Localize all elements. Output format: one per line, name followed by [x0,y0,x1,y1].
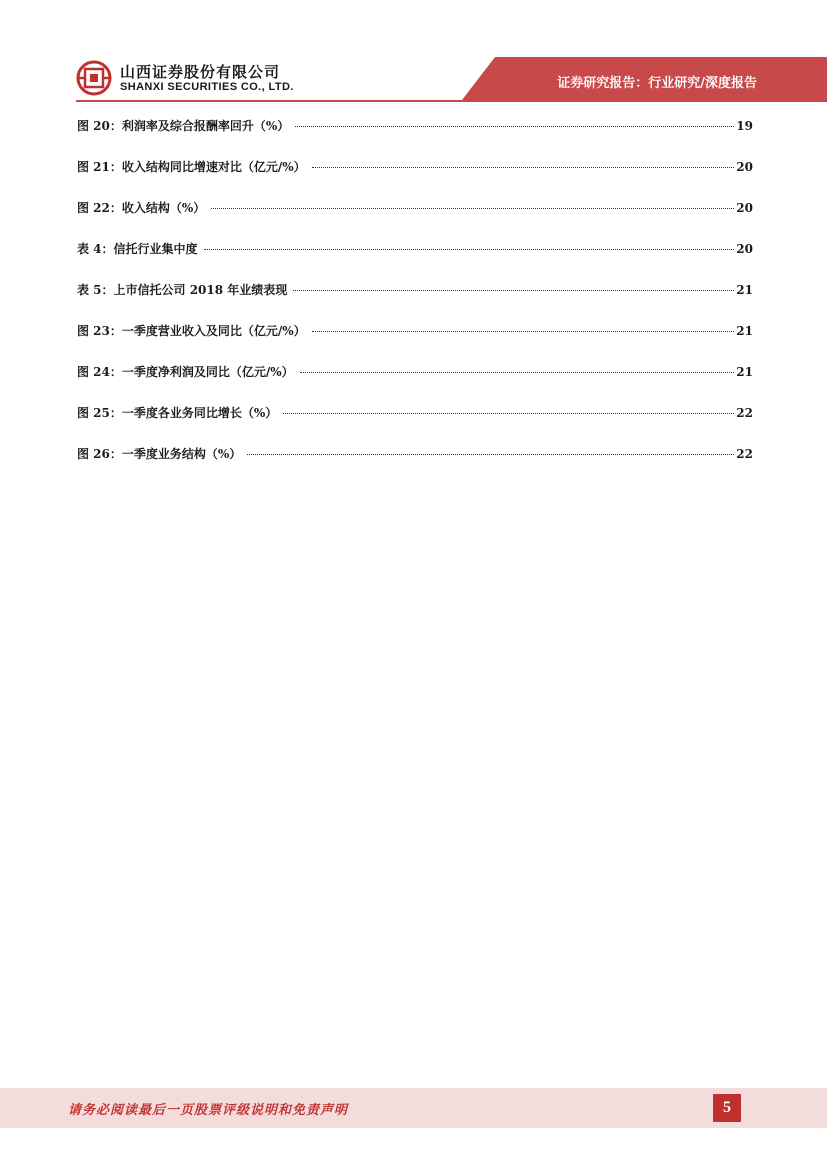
toc-entry-label: 表 5：上市信托公司 2018 年业绩表现 [77,283,288,297]
toc-entry[interactable] [77,281,753,301]
toc-entry-label: 图 26：一季度业务结构（%） [77,447,242,461]
toc-entry-page: 19 [736,119,753,133]
toc-entry-page: 22 [736,447,753,461]
toc-entry[interactable] [77,363,753,383]
toc-entry-label: 图 22：收入结构（%） [77,201,206,215]
shanxi-securities-logo-icon [76,60,112,96]
toc-entry-page: 21 [736,283,753,297]
toc-entry-page: 21 [736,324,753,338]
toc-leader-dots [204,248,735,250]
toc-entry[interactable] [77,322,753,342]
toc-entry-label: 表 4：信托行业集中度 [77,242,198,256]
toc-leader-dots [312,330,735,332]
company-name-en: SHANXI SECURITIES CO., LTD. [120,81,294,93]
table-of-contents [77,117,753,486]
toc-entry-label: 图 23：一季度营业收入及同比（亿元/%） [77,324,306,338]
toc-leader-dots [293,289,734,291]
company-name-cn: 山西证券股份有限公司 [120,63,281,81]
toc-entry-page: 20 [736,201,753,215]
toc-leader-dots [300,371,735,373]
toc-entry[interactable] [77,199,753,219]
toc-entry-label: 图 20：利润率及综合报酬率回升（%） [77,119,290,133]
toc-leader-dots [295,125,734,127]
page-number-badge: 5 [713,1094,741,1122]
toc-entry-page: 21 [736,365,753,379]
toc-entry[interactable] [77,117,753,137]
page-header [0,0,827,104]
report-type-title: 证券研究报告：行业研究/深度报告 [557,76,757,91]
toc-leader-dots [247,453,734,455]
toc-entry[interactable] [77,404,753,424]
toc-leader-dots [312,166,735,168]
toc-entry[interactable] [77,158,753,178]
toc-entry-label: 图 24：一季度净利润及同比（亿元/%） [77,365,294,379]
toc-leader-dots [211,207,734,209]
toc-entry-label: 图 21：收入结构同比增速对比（亿元/%） [77,160,306,174]
toc-entry-page: 20 [736,160,753,174]
footer-disclaimer: 请务必阅读最后一页股票评级说明和免责声明 [68,1103,349,1118]
toc-entry[interactable] [77,240,753,260]
toc-entry[interactable] [77,445,753,465]
toc-entry-page: 22 [736,406,753,420]
toc-leader-dots [283,412,734,414]
toc-entry-label: 图 25：一季度各业务同比增长（%） [77,406,278,420]
page-footer [0,1088,827,1128]
toc-entry-page: 20 [736,242,753,256]
